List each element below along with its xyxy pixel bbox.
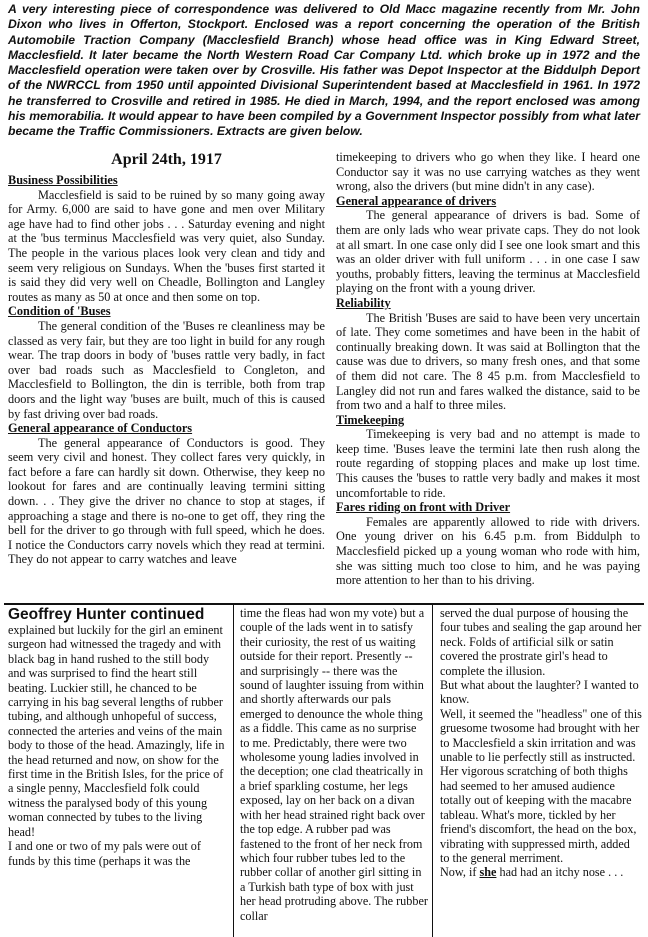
- text-drivers: The general appearance of drivers is bad. Some of them are only lads who wear private caps. They do not look at all smart. In one case only did I see one look smart and this was an older driver with full uniform . . . in one case I saw youths, probably fitters, leaving the terminus at Macclesfield playing on the front with a young driver.: [336, 208, 640, 296]
- hunter-col2-p1: time the fleas had won my vote) but a couple of the lads went in to satisfy their curiosity, the rest of us waiting outside for their report. Presently -- and surprisingly -- there was the sound of laughter issuing from within and shortly afterwards our pals emerged to denounce the whole thing as a fiddle. This came as no surprise to me. Predictably, there were two wholesome young ladies involved in the deception; one clad theatrically in a brief sparkling costume, her legs exposed, lay on her back on a divan with her head strained right back over the top edge. A rubber pad was fastened to the front of her neck from which four rubber tubes led to the rubber collar of another girl sitting in a Turkish bath type of box with just her head protruding above. The rubber collar: [240, 606, 428, 923]
- report-date: April 24th, 1917: [111, 151, 222, 168]
- heading-business-possibilities: Business Possibilities: [8, 173, 118, 187]
- heading-reliability: Reliability: [336, 295, 391, 310]
- column-divider-1: [233, 604, 234, 937]
- heading-condition-of-buses: Condition of 'Buses: [8, 304, 111, 319]
- text-condition-of-buses: The general condition of the 'Buses re cleanliness may be classed as very fair, but they are too light in build for any rough wear. The trap doors in body of 'buses rattle very badly, in fact over bad roads such as Macclesfield to Congleton, and Macclesfield to Bollington, the din is terrible, both from trap doors and the light way 'buses are built, much of this is caused by fast driving over bad roads.: [8, 318, 325, 421]
- heading-conductors: General appearance of Conductors: [8, 421, 193, 436]
- hunter-title: Geoffrey Hunter continued: [8, 606, 205, 623]
- text-business-possibilities: Macclesfield is said to be ruined by so many going away for Army. 6,000 are said to have gone and men over Military age have had to find other jobs . . . Saturday evening and night at the 'bus terminus Macclesfield was very quiet, also Sunday. The people in the various places look very clean and tidy and seem very religious on Sundays. When the 'buses first started it is said they did very well on Cheadle, Bollington and Langley routes as many as 50 at once and then some on top.: [8, 187, 325, 304]
- text-timekeeping: Timekeeping is very bad and no attempt is made to keep time. 'Buses leave the termini late then rush along the route regarding of stopping places and make up lost time. This causes the 'buses to rattle very badly and makes it most uncomfortable to ride.: [336, 427, 640, 500]
- hunter-col3-p1: served the dual purpose of housing the four tubes and sealing the gap around her neck. Folds of artificial silk or satin covered the prostrate girl's head to complete the illusion.: [440, 606, 642, 678]
- hunter-col1-p1: explained but luckily for the girl an eminent surgeon had witnessed the tragedy and with black bag in hand rushed to the still body and was surprised to find the heart still beating. Luckier still, he chanced to be carrying in his bag several lengths of rubber: [8, 623, 223, 710]
- hunter-column-3: [440, 606, 642, 880]
- text-fares-riding: Females are apparently allowed to ride with drivers. One young driver on his 6.45 p.m. from Biddulph to Macclesfield picked up a young woman who rode with him, she was sitting much too close to him, and he was paying more attention to her than to his driving.: [336, 514, 640, 588]
- hunter-col3-p4-she: she: [479, 865, 497, 880]
- report-column-right: [336, 150, 640, 588]
- hunter-col3-p2: But what about the laughter? I wanted to know.: [440, 678, 639, 707]
- hunter-col3-p4-after: had had an itchy nose . . .: [496, 865, 624, 880]
- hunter-col3-p4-before: Now, if: [440, 865, 480, 880]
- text-conductors: The general appearance of Conductors is good. They seem very civil and honest. They collect fares very quickly, in fact before a fare can hardly sit down. Otherwise, they keep no lookout for fares and are continually leaving termini sitting down. . . They give the driver no chance to stop at stages, if approaching a stage and there is no-one to get off, they ring the bell for the driver to go through with full speed, which he does. I notice the Conductors carry novels which they read at termini. They do not appear to carry watches and leave: [8, 435, 325, 567]
- hunter-col3-p4: [440, 865, 642, 879]
- intro-paragraph: A very interesting piece of correspondence was delivered to Old Macc magazine recently from Mr. John Dixon who lives in Offerton, Stockport. Enclosed was a report concerning the operation of the British Automobile Traction Company (Macclesfield Branch) whose head office was in King Edward Street, Macclesfield. It later became the North Western Road Car Company Ltd. which broke up in 1972 and the Macclesfield operation were taken over by Crosville. His father was Depot Inspector at the Biddulph Deport of the NWRCCL from 1950 until appointed Divisional Superintendent based at Macclesfield in 1961. In 1972 he transferred to Crosville and retired in 1985. He died in March, 1994, and the report enclosed was among his memorabilia. It would appear to have been compiled by a Government Inspector possibly from what later became the Traffic Commissioners. Extracts are given below.: [8, 2, 640, 139]
- hunter-col1-p2: tubing, and although unhopeful of success, connected the arteries and veins of the main body to those of the head. Amazingly, life in the head returned and now, on show for the first time in the British Isles, for the price of a single penny, Macclesfield folk could witness the paralysed body of this young woman connected by tubes to the living head!: [8, 709, 225, 839]
- report-column-left: [8, 150, 325, 567]
- heading-drivers: General appearance of drivers: [336, 193, 497, 208]
- column-divider-2: [432, 604, 433, 937]
- text-conductors-continued: timekeeping to drivers who go when they like. I heard one Conductor say it was no use carrying watches as they went wrong, also the drivers (but mine didn't in any case).: [336, 150, 640, 194]
- heading-fares-riding: Fares riding on front with Driver: [336, 500, 511, 515]
- heading-timekeeping: Timekeeping: [336, 412, 405, 427]
- hunter-column-2: [240, 606, 428, 923]
- hunter-column-1: [8, 606, 228, 868]
- text-reliability: The British 'Buses are said to have been very uncertain of late. They come sometimes and have been in the habit of continually breaking down. It was said at Bollington that the cause was due to drivers, so many fresh ones, and that some of them did not care. The 8 45 p.m. from Macclesfield to Langley did not run and fares walked the distance, said to be from two and a half to three miles.: [336, 310, 640, 413]
- hunter-col3-p3: Well, it seemed the "headless" one of this gruesome twosome had brought with her to Macclesfield a skin irritation and was unable to lie perfectly still as instructed. Her vigorous scratching of both thighs had seemed to her amused audience totally out of keeping with the macabre tableau. What's more, tickled by her friend's discomfort, the head on the box, vibrating with suppressed mirth, added to the general merriment.: [440, 706, 642, 865]
- section-divider: [4, 603, 644, 605]
- hunter-col1-p3: I and one or two of my pals were out of funds by this time (perhaps it was the: [8, 839, 201, 868]
